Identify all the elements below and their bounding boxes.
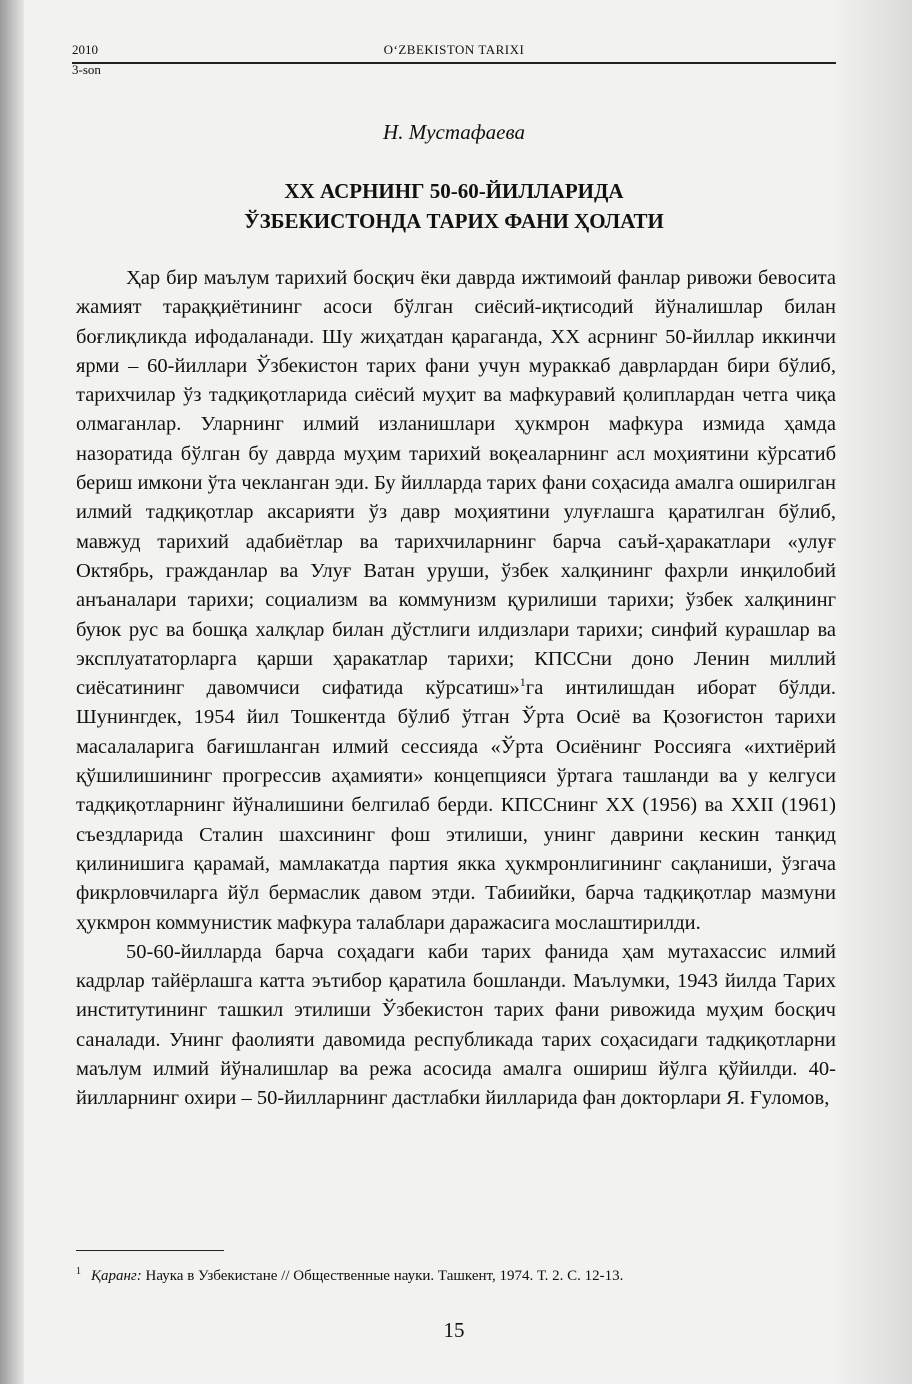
header-year: 2010 xyxy=(72,42,98,57)
footnote xyxy=(76,1262,836,1286)
footnote-number: 1 xyxy=(76,1266,81,1277)
article-author: Н. Мустафаева xyxy=(383,120,525,144)
header-rule xyxy=(72,62,836,64)
footnote-label: Қаранг: xyxy=(91,1268,142,1284)
footnote-text: Наука в Узбекистане // Общественные науки. Ташкент, 1974. Т. 2. С. 12-13. xyxy=(141,1268,624,1284)
article-title xyxy=(72,176,836,236)
header-journal-title: O‘ZBEKISTON TARIXI xyxy=(383,42,525,57)
paragraph-2: 50-60-йилларда барча соҳадаги каби тарих фанида ҳам мутахассис илмий кадрлар тайёрлашга катта эътибор қаратила бошланди. Маълумки, 1943 йилда Тарих институтининг ташкил этилиши Ўзбекистон тарих фани ривожида муҳим босқич саналади. Унинг фаолияти давомида республикада тарих соҳасидаги тадқиқотларни маълум илмий йўналишлар ва режа асосида амалга ошириш йўлга қўйилди. 40-йилларнинг охири – 50-йилларнинг дастлабки йилларида фан докторлари Я. Ғуломов, xyxy=(76,940,836,1110)
running-header xyxy=(72,38,836,78)
article-title-line-2: ЎЗБЕКИСТОНДА ТАРИХ ФАНИ ҲОЛАТИ xyxy=(244,209,664,233)
footnote-reference[interactable]: 1 xyxy=(519,675,526,690)
paragraph-1-text-a: Ҳар бир маълум тарихий босқич ёки даврда ижтимоий фанлар ривожи бевосита жамият тараққиётининг асоси бўлган сиёсий-иқтисодий йўналишлар билан боғлиқликда ифодаланади. Шу жиҳатдан қараганда, ХХ асрнинг 50-йиллар иккинчи ярми – 60-йиллари Ўзбекистон тарих фани учун мураккаб даврлардан бири бўлиб, тарихчилар ўз тадқиқотларида сиёсий муҳит ва мафкуравий қолиплардан четга чиқа олмаганлар. Уларнинг илмий изланишлари ҳукмрон мафкура измида ҳамда назоратида бўлган бу даврда муҳим тарихий воқеаларнинг асл моҳиятини кўрсатиб бериш имкони ўта чекланган эди. Бу йилларда тарих фани соҳасида амалга оширилган илмий тадқиқотлар аксарияти ўз давр моҳиятини улуғлашга қаратилган бўлиб, мавжуд тарихий адабиётлар ва тарихчиларнинг барча саъй-ҳаракатлари «улуғ Октябрь, гражданлар ва Улуғ Ватан уруши, ўзбек халқининг фахрли инқилобий анъаналари тарихи; социализм ва коммунизм қурилиши тарихи; ўзбек халқининг буюк рус ва бошқа халқлар билан дўстлиги илдизлари тарихи; синфий курашлар ва эксплуататорларга қарши ҳаракатлар тарихи; КПССни доно Ленин миллий сиёсатининг давомчиси сифатида кўрсатиш» xyxy=(76,267,836,700)
page-right-shadow xyxy=(832,0,912,1384)
footnote-separator xyxy=(76,1250,224,1251)
page-left-shadow xyxy=(0,0,24,1384)
paragraph-1 xyxy=(76,264,836,938)
page-number: 15 xyxy=(443,1318,465,1342)
article-body xyxy=(76,264,836,1114)
header-issue: 3-son xyxy=(72,62,101,77)
paragraph-1-text-b: га интилишдан иборат бўлди. Шунингдек, 1954 йил Тошкентда бўлиб ўтган Ўрта Осиё ва Қозоғистон тарихи масалаларига бағишланган илмий сессияда «Ўрта Осиёнинг Россияга «ихтиёрий қўшилишининг прогрессив аҳамияти» концепцияси ўртага ташланди ва у келгуси тадқиқотларнинг йўналишини белгилаб берди. КПССнинг ХХ (1956) ва ХХII (1961) съездларида Сталин шахсининг фош этилиши, унинг даврини кескин танқид қилинишига қарамай, мамлакатда партия якка ҳукмронлигининг сақланиши, ўзгача фикрловчиларга йўл бермаслик давом этди. Табиийки, барча тадқиқотлар мазмуни ҳукмрон коммунистик мафкура талаблари даражасига мослаштирилди. xyxy=(76,677,837,934)
article-title-line-1: ХХ АСРНИНГ 50-60-ЙИЛЛАРИДА xyxy=(284,179,624,203)
